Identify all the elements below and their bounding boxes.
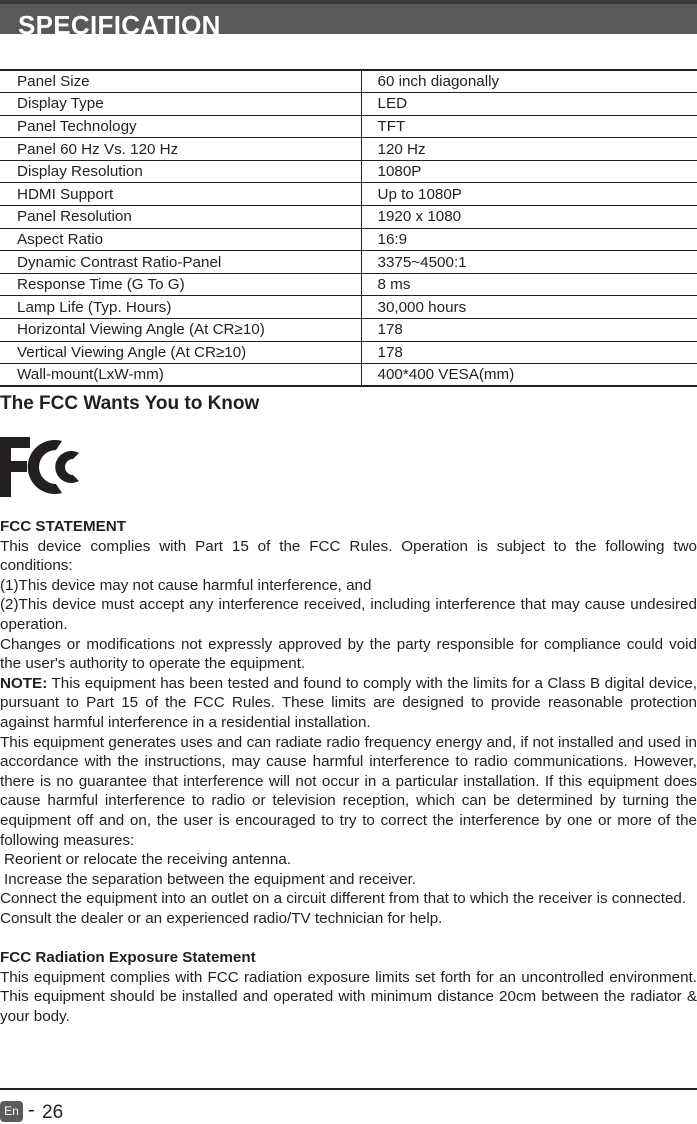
- table-row: [0, 319, 697, 342]
- spec-value: Up to 1080P: [361, 183, 697, 206]
- radiation-text: This equipment complies with FCC radiation exposure limits set forth for an uncontrolled environment. This equipment should be installed and operated with minimum distance 20cm between the radiator & your body.: [0, 968, 697, 1025]
- spec-value: 400*400 VESA(mm): [361, 364, 697, 387]
- page-number: 26: [42, 1102, 64, 1123]
- spec-label: Panel Technology: [0, 115, 361, 138]
- spec-value: LED: [361, 93, 697, 116]
- spec-value: TFT: [361, 115, 697, 138]
- table-row: [0, 228, 697, 251]
- spec-label: Aspect Ratio: [0, 228, 361, 251]
- spec-value: 178: [361, 319, 697, 342]
- fcc-section-heading: The FCC Wants You to Know: [0, 393, 260, 414]
- spec-value: 1080P: [361, 160, 697, 183]
- spec-value: 178: [361, 341, 697, 364]
- spec-label: Horizontal Viewing Angle (At CR≥10): [0, 319, 361, 342]
- paragraph-gap: [0, 928, 697, 948]
- spec-label: HDMI Support: [0, 183, 361, 206]
- measure-item: Increase the separation between the equipment and receiver.: [4, 870, 417, 888]
- spec-value: 120 Hz: [361, 138, 697, 161]
- table-row: [0, 364, 697, 387]
- table-row: [0, 273, 697, 296]
- note-paragraph: [0, 674, 697, 733]
- table-row: [0, 160, 697, 183]
- interference-paragraph: This equipment generates uses and can radiate radio frequency energy and, if not installed and used in accordance with the instructions, may cause harmful interference to radio communications. However, there is no guarantee that interference will not occur in a particular installation. If this equipment does cause harmful interference to radio or television reception, which can be determined by turning the equipment off and on, the user is encouraged to try to correct the interference by one or more of the following measures:: [0, 733, 697, 849]
- spec-value: 60 inch diagonally: [361, 70, 697, 93]
- page-separator: -: [28, 1099, 35, 1121]
- radiation-title: FCC Radiation Exposure Statement: [0, 949, 256, 967]
- table-row: [0, 115, 697, 138]
- fcc-statement-body: [0, 517, 697, 1026]
- statement-intro: This device complies with Part 15 of the FCC Rules. Operation is subject to the following two conditions:: [0, 537, 697, 575]
- language-badge: En: [0, 1101, 23, 1122]
- spec-label: Lamp Life (Typ. Hours): [0, 296, 361, 319]
- spec-label: Panel Size: [0, 70, 361, 93]
- condition-1: (1)This device may not cause harmful interference, and: [0, 576, 372, 594]
- table-row: [0, 296, 697, 319]
- spec-label: Panel 60 Hz Vs. 120 Hz: [0, 138, 361, 161]
- table-row: [0, 251, 697, 274]
- fcc-logo-icon: [0, 437, 82, 497]
- spec-label: Dynamic Contrast Ratio-Panel: [0, 251, 361, 274]
- spec-label: Vertical Viewing Angle (At CR≥10): [0, 341, 361, 364]
- specification-table: [0, 69, 697, 387]
- table-row: [0, 70, 697, 93]
- measure-item: Consult the dealer or an experienced radio/TV technician for help.: [0, 909, 443, 927]
- fcc-statement-title: FCC STATEMENT: [0, 518, 126, 535]
- note-label: NOTE:: [0, 674, 48, 692]
- spec-value: 3375~4500:1: [361, 251, 697, 274]
- spec-value: 16:9: [361, 228, 697, 251]
- spec-value: 1920 x 1080: [361, 206, 697, 229]
- spec-value: 8 ms: [361, 273, 697, 296]
- spec-label: Display Resolution: [0, 160, 361, 183]
- footer-rule: [0, 1088, 697, 1090]
- table-row: [0, 341, 697, 364]
- table-row: [0, 183, 697, 206]
- table-row: [0, 206, 697, 229]
- spec-label: Wall-mount(LxW-mm): [0, 364, 361, 387]
- note-text: This equipment has been tested and found to comply with the limits for a Class B digital device, pursuant to Part 15 of the FCC Rules. These limits are designed to provide reasonable protection against harmful interference in a residential installation.: [0, 674, 697, 731]
- table-row: [0, 93, 697, 116]
- spec-label: Display Type: [0, 93, 361, 116]
- table-row: [0, 138, 697, 161]
- condition-2: (2)This device must accept any interference received, including interference that may cause undesired operation.: [0, 596, 697, 633]
- measure-item: Connect the equipment into an outlet on a circuit different from that to which the receiver is connected.: [0, 890, 687, 908]
- page-title: SPECIFICATION: [18, 10, 221, 40]
- spec-label: Panel Resolution: [0, 206, 361, 229]
- measure-item: Reorient or relocate the receiving antenna.: [4, 851, 292, 869]
- spec-value: 30,000 hours: [361, 296, 697, 319]
- changes-warning: Changes or modifications not expressly approved by the party responsible for compliance could void the user's authority to operate the equipment.: [0, 635, 697, 673]
- spec-label: Response Time (G To G): [0, 273, 361, 296]
